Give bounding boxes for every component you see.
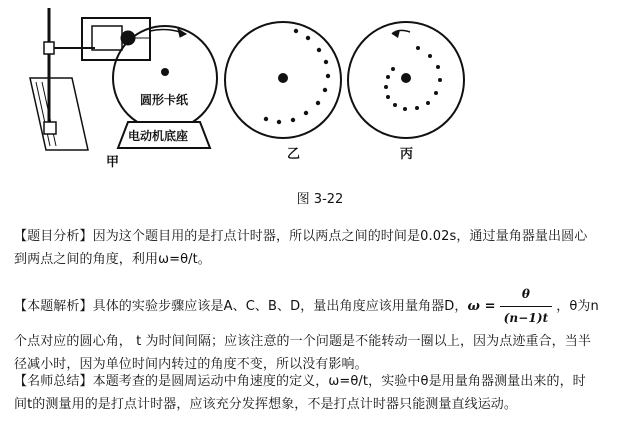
formula-lhs: ω = [467,299,496,314]
formula-denominator: (n−1)t [503,311,549,325]
solution-line-1 [14,283,630,330]
figure-caption: 图 3-22 [296,192,344,207]
panel-bing [348,22,464,138]
analysis-line-1: 【题目分析】因为这个题目用的是打点计时器，所以两点之间的时间是0.02s，通过量角器量出圆心 [14,229,588,244]
summary-paragraph [14,370,630,416]
panel-yi [225,22,341,138]
solution-line-1-tail: ，θ为n [556,299,599,314]
analysis-paragraph [14,225,630,271]
base-label: 电动机底座 [128,129,189,143]
panel-label-bing: 丙 [400,147,414,162]
omega-formula [468,283,557,330]
solution-line-1-text: 【本题解析】具体的实验步骤应该是A、C、B、D，量出角度应该用量角器D， [14,299,468,314]
analysis-line-2: 到两点之间的角度，利用ω=θ/t。 [14,252,211,267]
experiment-figure [0,0,640,215]
disc-label: 圆形卡纸 [140,93,189,107]
solution-paragraph [14,283,630,376]
panel-label-jia: 甲 [106,155,120,170]
solution-line-3: 径减小时，因为单位时间内转过的角度不变，所以没有影响。 [14,357,368,372]
panel-label-yi: 乙 [287,147,301,162]
formula-numerator: θ [500,283,553,307]
formula-fraction [500,283,553,330]
summary-line-2: 间t的测量用的是打点计时器，应该充分发挥想象，不是打点计时器只能测量直线运动。 [14,397,517,412]
panel-jia [30,8,217,150]
summary-line-1: 【名师总结】本题考查的是圆周运动中角速度的定义，ω=θ/t，实验中θ是用量角器测量出来的，时 [14,374,586,389]
solution-line-2: 个点对应的圆心角， t 为时间间隔；应该注意的一个问题是不能转动一圈以上，因为点迹重合，当半 [14,334,591,349]
